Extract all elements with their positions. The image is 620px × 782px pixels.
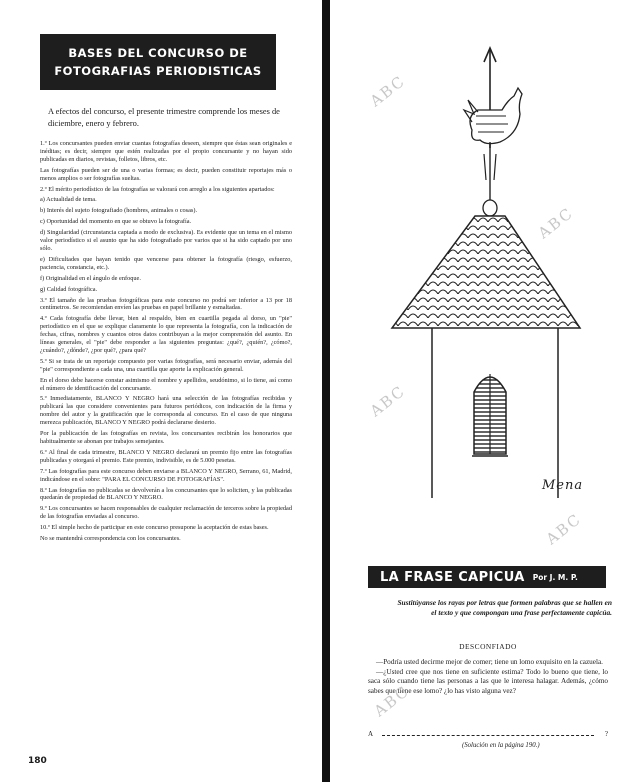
- page-number: 180: [28, 756, 47, 766]
- puzzle-heading: DESCONFIADO: [459, 642, 517, 651]
- rule-paragraph: En el dorso debe hacerse constar asimismo el nombre y apellidos, seudónimo, si lo tiene, así como el número de identificación del concursante.: [40, 376, 292, 392]
- puzzle-paragraph: —Podría usted decirme mejor de comer; tiene un lomo exquisito en la cazuela.: [376, 658, 603, 666]
- rule-paragraph: 7.º Las fotografías para este concurso deben enviarse a BLANCO Y NEGRO, Serrano, 61, Madrid, indicándose en el sobre: "PARA EL CONCURSO DE FOTOGRAFÍAS".: [40, 467, 292, 483]
- contest-rules: [40, 140, 292, 543]
- rule-paragraph: 6.º Al final de cada trimestre, BLANCO Y NEGRO declarará un premio fijo entre las fotografías publicadas y otorgará el premio. Este premio, indivisible, es de 5.000 pesetas.: [40, 448, 292, 464]
- abc-watermark: ABC: [370, 681, 413, 721]
- rule-paragraph: 1.º Los concursantes pueden enviar cuantas fotografías deseen, siempre que éstas sean originales e inéditas; es decir, siempre que estén realizadas por el propio concursante y no hayan sido publicadas en diarios, revistas, folletos, libros, etc.: [40, 140, 292, 163]
- contest-intro: A efectos del concurso, el presente trimestre comprende los meses de diciembre, enero y febrero.: [48, 107, 280, 128]
- answer-blank-line: [382, 735, 594, 736]
- solution-reference: (Solución en la página 190.): [462, 742, 540, 749]
- answer-blank-row: [368, 730, 608, 740]
- answer-blank-start: A: [368, 730, 374, 738]
- rule-paragraph: a) Actualidad de tema.: [40, 196, 97, 204]
- rule-paragraph: 10.º El simple hecho de participar en este concurso presupone la aceptación de estas bases.: [40, 524, 269, 532]
- rule-paragraph: Por la publicación de las fotografías en revista, los concursantes recibirán los honorarios que habitualmente se abonan por trabajos semejantes.: [40, 430, 292, 445]
- capicua-title: LA FRASE CAPICUA: [380, 569, 525, 585]
- rule-paragraph: g) Calidad fotográfica.: [40, 285, 98, 293]
- abc-watermark: ABC: [534, 203, 577, 243]
- capicua-instructions: Sustitúyanse los rayas por letras que formen palabras que se hallen en el texto y que compongan una frase perfectamente capicúa.: [397, 598, 612, 617]
- rule-paragraph: 9.º Los concursantes se hacen responsables de cualquier reclamación de terceros sobre la propiedad de las fotografías enviadas al concurso.: [40, 505, 292, 521]
- rule-paragraph: f) Originalidad en el ángulo de enfoque.: [40, 274, 141, 282]
- rule-paragraph: c) Oportunidad del momento en que se obtuvo la fotografía.: [40, 218, 192, 226]
- contest-title-box: [40, 34, 276, 90]
- rule-paragraph: No se mantendrá correspondencia con los concursantes.: [40, 535, 181, 543]
- rule-paragraph: d) Singularidad (circunstancia captada a modo de exclusiva). Es evidente que un tema en el mismo valor periodístico si el asunto que ha sido fotografiado por varios que si ha sido captado por uno sólo.: [40, 229, 292, 252]
- rule-paragraph: 3.º El tamaño de las pruebas fotográficas para este concurso no podrá ser inferior a 13 por 18 centímetros. Se recomiendan envíen las pruebas en papel brillante y esmaltadas.: [40, 296, 292, 312]
- weathervane-tower-illustration: [368, 30, 608, 508]
- puzzle-paragraph: —¿Usted cree que nos tiene en suficiente estima? Todo lo bueno que tiene, lo saca sólo cuando tiene las personas a las que le interesa halagar. Además, ¿cómo sabes que tiene ese lomo? ¿lo has visto alguna vez?: [368, 667, 608, 695]
- rule-paragraph: 5.º Inmediatamente, BLANCO Y NEGRO hará una selección de las fotografías recibidas y publicará las que considere convenientes para futuros periódicos, con indicación de la firma y nombre del autor y la gratificación que le corresponda al concurso. En el caso de que ninguna merezca publicación, BLANCO Y NEGRO podrá declararse desierto.: [40, 395, 292, 427]
- abc-watermark: ABC: [366, 71, 409, 111]
- contest-title-line-1: BASES DEL CONCURSO DE: [68, 46, 248, 60]
- capicua-banner: [368, 566, 606, 588]
- abc-watermark: ABC: [366, 381, 409, 421]
- answer-blank-end: ?: [604, 730, 608, 738]
- abc-watermark: ABC: [542, 509, 585, 549]
- page-gutter: [322, 0, 330, 782]
- rule-paragraph: 5.º Si se trata de un reportaje compuesto por varias fotografías, será necesario enviar, además del "pie" correspondiente a cada una, una cuartilla que aporte la explicación general.: [40, 357, 292, 373]
- illustrator-signature: Mena: [542, 478, 584, 493]
- rule-paragraph: Las fotografías pueden ser de una o varias formas; es decir, pueden constituir reportajes más o menos amplios o ser fotografías sueltas.: [40, 166, 292, 182]
- contest-rules-column: [20, 30, 296, 775]
- rule-paragraph: 2.º El mérito periodístico de las fotografías se valorará con arreglo a los siguientes apartados:: [40, 185, 275, 193]
- contest-title-line-2: FOTOGRAFIAS PERIODISTICAS: [54, 64, 262, 78]
- rule-paragraph: e) Dificultades que hayan tenido que vencerse para obtener la fotografía (riesgo, esfuerzo, paciencia, constancia, etc.).: [40, 255, 292, 271]
- rule-paragraph: b) Interés del sujeto fotografiado (hombres, animales o cosas).: [40, 207, 198, 215]
- capicua-column: [352, 30, 614, 775]
- rule-paragraph: 4.º Cada fotografía debe llevar, bien al respaldo, bien en cuartilla pegada al dorso, un "pie" periodístico en el que se explique claramente lo que representa la fotografía, con la indicación de fechas, cifras, nombres y cuantos otros datos contribuyan a la mejor comprensión del asunto. En líneas generales, el "pie" debe responder a las siguientes preguntas: ¿qué?, ¿quién?, ¿cómo?, ¿cuándo?, ¿dónde?, ¿por qué?, ¿para qué?: [40, 315, 292, 354]
- rule-paragraph: 8.º Las fotografías no publicadas se devolverán a los concursantes que lo soliciten, y las publicadas quedarán de propiedad de BLANCO Y NEGRO.: [40, 486, 292, 502]
- puzzle-text: [368, 658, 608, 696]
- capicua-byline: Por J. M. P.: [532, 572, 578, 582]
